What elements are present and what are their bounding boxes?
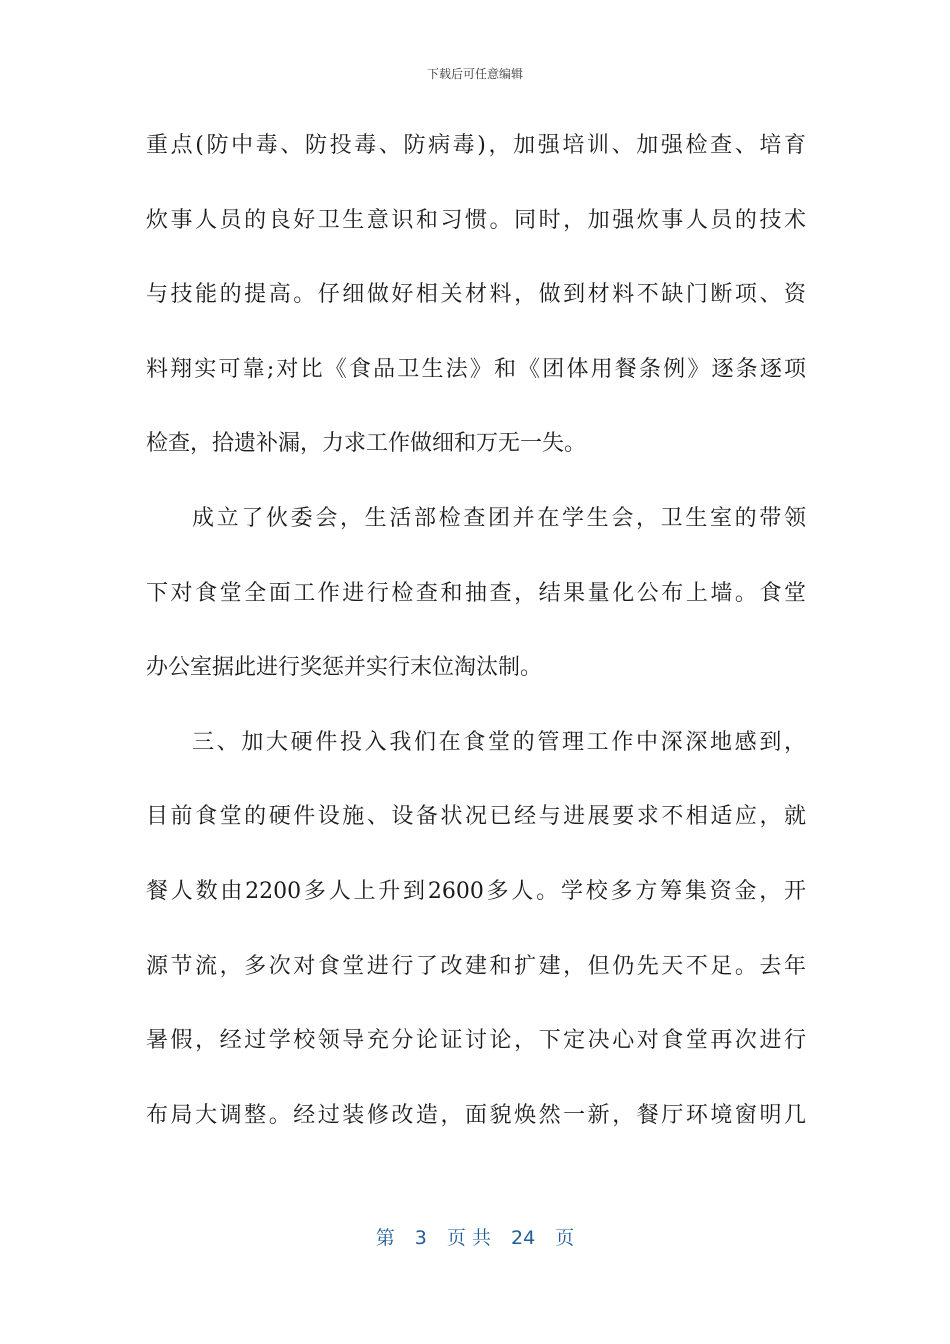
body-line-1: 重点(防中毒、防投毒、防病毒)，加强培训、加强检查、培育 [146,133,806,158]
body-line-3: 与技能的提高。仔细做好相关材料，做到材料不缺门断项、资 [146,282,806,308]
body-line-11: 餐人数由2200多人上升到2600多人。学校多方筹集资金，开 [146,878,806,904]
body-line-7: 下对食堂全面工作进行检查和抽查，结果量化公布上墙。食堂 [146,580,806,606]
body-line-2: 炊事人员的良好卫生意识和习惯。同时，加强炊事人员的技术 [146,207,806,233]
footer-current-page: 3 [414,1227,427,1249]
body-line-6: 成立了伙委会，生活部检查团并在学生会，卫生室的带领 [192,505,806,531]
body-line-9: 三、加大硬件投入我们在食堂的管理工作中深深地感到， [192,729,806,755]
footer-middle: 页 共 [446,1227,491,1249]
page-header-note: 下载后可任意编辑 [426,67,523,81]
body-line-13: 暑假，经过学校领导充分论证讨论，下定决心对食堂再次进行 [146,1028,806,1054]
page-footer [0,1224,950,1252]
footer-total-pages: 24 [511,1227,536,1249]
body-line-5: 检查，拾遗补漏，力求工作做细和万无一失。 [146,431,587,457]
footer-prefix: 第 [375,1227,395,1249]
body-line-8: 办公室据此进行奖惩并实行末位淘汰制。 [146,655,543,681]
footer-suffix: 页 [555,1227,575,1249]
body-line-4: 料翔实可靠;对比《食品卫生法》和《团体用餐条例》逐条逐项 [146,356,806,382]
body-line-14: 布局大调整。经过装修改造，面貌焕然一新，餐厅环境窗明几 [146,1102,806,1128]
body-line-12: 源节流，多次对食堂进行了改建和扩建，但仍先天不足。去年 [146,953,806,979]
document-body [146,120,806,1164]
body-line-10: 目前食堂的硬件设施、设备状况已经与进展要求不相适应，就 [146,804,806,830]
